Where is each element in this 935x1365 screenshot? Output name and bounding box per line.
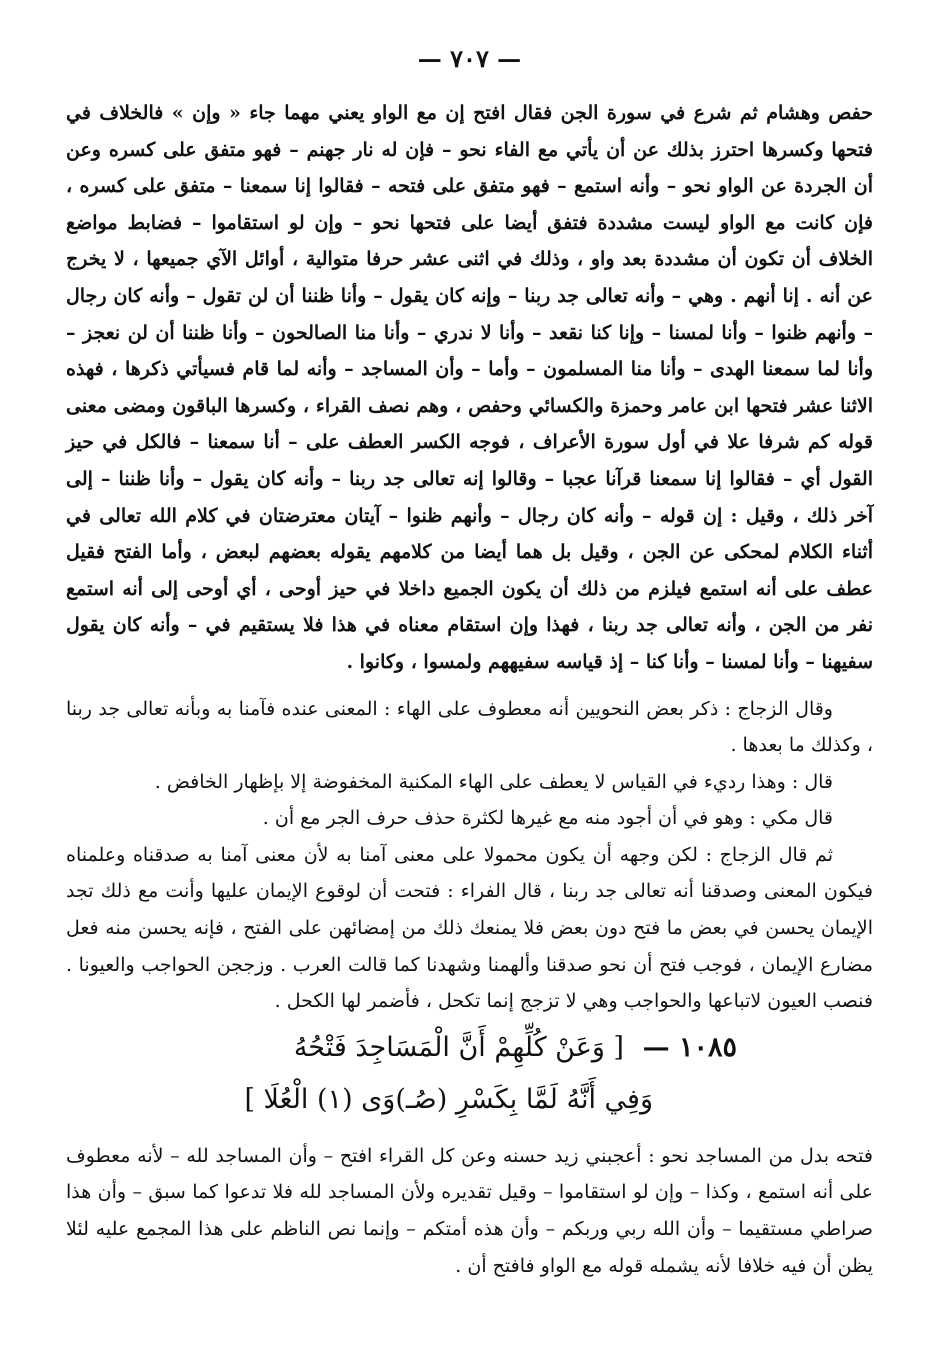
paragraph-5: ثم قال الزجاج : لكن وجهه أن يكون محمولا على معنى آمنا به لأن معنى آمنا به صدقناه وعلمناه فيكون المعنى وصدقنا أنه تعالى جد ربنا ، قال الفراء : فتحت أن لوقوع الإيمان عليها وأنت مع ذلك تجد الإيمان يحسن في بعض ما فتح دون بعض فلا يمنعك ذلك من إمضائهن على الفتح ، فإنه يحسن منه فعل مضارع الإيمان ، فوجب فتح أن نحو صدقنا وألهمنا وشهدنا كما قالت العرب . وزججن الحواجب والعيونا . فنصب العيون لاتباعها والحواجب وهي لا تزجج إنما تكحل ، فأضمر لها الكحل . — [66, 843, 874, 1013]
verse-text-1: [ وَعَنْ كُلِّهِمْ أَنَّ الْمَسَاجِدَ فَتْحُهُ — [293, 1031, 624, 1063]
paragraph-3: قال : وهذا رديء في القياس لا يعطف على الهاء المكنية المخفوضة إلا بإظهار الخافض . — [154, 770, 833, 793]
verse-block — [66, 1022, 873, 1126]
verse-line-1 — [66, 1022, 873, 1074]
paragraph-2: وقال الزجاج : ذكر بعض النحويين أنه معطوف على الهاء : المعنى عنده فآمنا به وبأنه تعالى جد ربنا ، وكذلك ما بعدها . — [66, 697, 873, 757]
page-number: — ٧٠٧ — — [417, 44, 522, 73]
paragraph-1: حفص وهشام ثم شرع في سورة الجن فقال افتح إن مع الواو يعني مهما جاء « وإن » فالخلاف في فتحها وكسرها احترز بذلك عن أن يأتي مع الفاء نحو – فإن له نار جهنم – فهو متفق على كسره وعن أن الجردة عن الواو نحو – وأنه استمع – فهو متفق على فتحه – فقالوا إنا سمعنا – متفق على كسره ، فإن كانت مع الواو ليست مشددة فتفق أيضا على فتحها نحو – وإن لو استقاموا – فضابط مواضع الخلاف أن تكون أن مشددة بعد واو ، وذلك في اثنى عشر حرفا متوالية ، أوائل الآي جميعها ، لا يخرج عن أنه . إنا أنهم . وهي – وأنه تعالى جد ربنا – وإنه كان يقول – وأنا ظننا أن لن تقول – وأنه كان رجال – وأنهم ظنوا – وأنا لمسنا – وإنا كنا نقعد – وأنا لا ندري – وأنا منا الصالحون – وأنا ظننا أن لن نعجز – وأنا لما سمعنا الهدى – وأنا منا المسلمون – وأما – وأن المساجد – وأنه لما قام فسيأتي ذكرها ، فهذه الاثنا عشر فتحها ابن عامر وحمزة والكسائي وحفص ، وهم نصف القراء ، وكسرها الباقون ومضى معنى قوله كم شرفا علا في أول سورة الأعراف ، فوجه الكسر العطف على – أنا سمعنا – فالكل في حيز القول أي – فقالوا إنا سمعنا قرآنا عجبا – وقالوا إنه تعالى جد ربنا – وأنه كان يقول – وأنا ظننا – إلى آخر ذلك ، وقيل : إن قوله – وأنه كان رجال – وأنهم ظنوا – آيتان معترضتان في كلام الله تعالى في أثناء الكلام لمحكى عن الجن ، وقيل بل هما أيضا من كلامهم يقوله بعضهم لبعض ، وأما الفتح فقيل عطف على أنه استمع فيلزم من ذلك أن يكون الجميع داخلا في حيز أوحى ، أي أوحى إلى أنه استمع نفر من الجن ، وأنه تعالى جد ربنا ، فهذا وإن استقام معناه في هذا فلا يستقيم في – وأنه كان يقول سفيهنا – وأنا لمسنا – وأنا كنا – إذ قياسه سفيههم ولمسوا ، وكانوا . — [66, 102, 873, 673]
commentary-paragraph: فتحه بدل من المساجد نحو : أعجبني زيد حسنه وعن كل القراء افتح – وأن المساجد لله – لأنه معطوف على أنه استمع ، وكذا – وإن لو استقاموا – وقيل تقديره ولأن المساجد لله فلا تدعوا كما سبق – وأن هذا صراطي مستقيما – وأن الله ربي وربكم – وأن هذه أمتكم – وإنما نص الناظم على هذا المجمع عليه لئلا يظن أن فيه خلافا لأنه يشمله قوله مع الواو فافتح أن . — [66, 1144, 873, 1277]
verse-line-2: وَفِي أَنَّهُ لَمَّا بِكَسْرِ (صُـ)وَى (١) الْعُلَا ] — [244, 1083, 653, 1115]
verse-number: ١٠٨٥ — — [642, 1031, 737, 1063]
paragraph-4: قال مكي : وهو في أن أجود منه مع غيرها لكثرة حذف حرف الجر مع أن . — [262, 807, 833, 830]
